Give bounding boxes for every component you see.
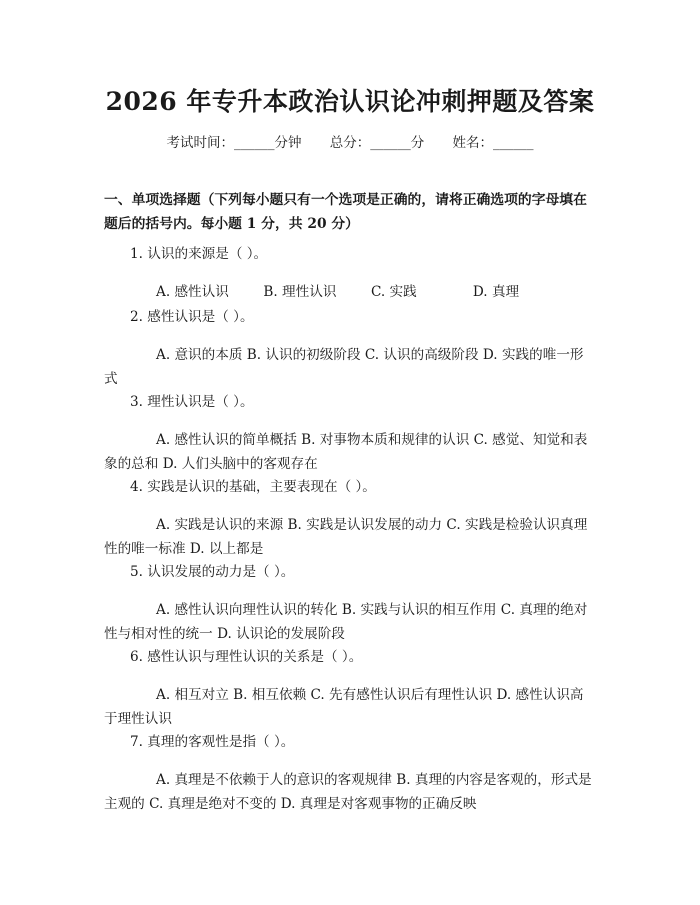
question-5 <box>104 560 596 646</box>
question-options: A. 意识的本质 B. 认识的初级阶段 C. 认识的高级阶段 D. 实践的唯一形式 <box>104 347 584 387</box>
question-options: A. 相互对立 B. 相互依赖 C. 先有感性认识后有理性认识 D. 感性认识高于理性认识 <box>104 687 584 727</box>
question-stem: 7. 真理的客观性是指（ ）。 <box>130 734 295 750</box>
section-heading: 一、单项选择题（下列每小题只有一个选项是正确的，请将正确选项的字母填在题后的括号内。每小题 1 分，共 20 分） <box>104 192 587 232</box>
exam-time: 考试时间：______分钟 <box>166 135 302 151</box>
question-4 <box>104 475 596 561</box>
question-stem: 6. 感性认识与理性认识的关系是（ ）。 <box>130 649 363 665</box>
question-7 <box>104 730 596 816</box>
exam-score: 总分：______分 <box>329 135 425 151</box>
question-1 <box>104 242 596 304</box>
question-stem: 5. 认识发展的动力是（ ）。 <box>130 564 295 580</box>
question-2 <box>104 305 596 391</box>
question-stem: 3. 理性认识是（ ）。 <box>130 394 254 410</box>
page-title: 2026 年专升本政治认识论冲刺押题及答案 <box>105 87 595 116</box>
question-stem: 1. 认识的来源是（ ）。 <box>130 246 268 262</box>
exam-meta <box>0 131 700 151</box>
question-6 <box>104 645 596 731</box>
question-stem: 2. 感性认识是（ ）。 <box>130 309 254 325</box>
question-options <box>104 280 596 304</box>
question-stem: 4. 实践是认识的基础，主要表现在（ ）。 <box>130 479 376 495</box>
exam-name: 姓名：______ <box>452 135 534 151</box>
question-options: A. 实践是认识的来源 B. 实践是认识发展的动力 C. 实践是检验认识真理性的唯一标准 D. 以上都是 <box>104 517 588 557</box>
question-options: A. 真理是不依赖于人的意识的客观规律 B. 真理的内容是客观的，形式是主观的 C. 真理是绝对不变的 D. 真理是对客观事物的正确反映 <box>104 772 592 812</box>
question-options: A. 感性认识向理性认识的转化 B. 实践与认识的相互作用 C. 真理的绝对性与相对性的统一 D. 认识论的发展阶段 <box>104 602 588 642</box>
question-3 <box>104 390 596 476</box>
options-text: A. 感性认识 B. 理性认识 C. 实践 D. 真理 <box>156 284 520 300</box>
question-options: A. 感性认识的简单概括 B. 对事物本质和规律的认识 C. 感觉、知觉和表象的总和 D. 人们头脑中的客观存在 <box>104 432 588 472</box>
